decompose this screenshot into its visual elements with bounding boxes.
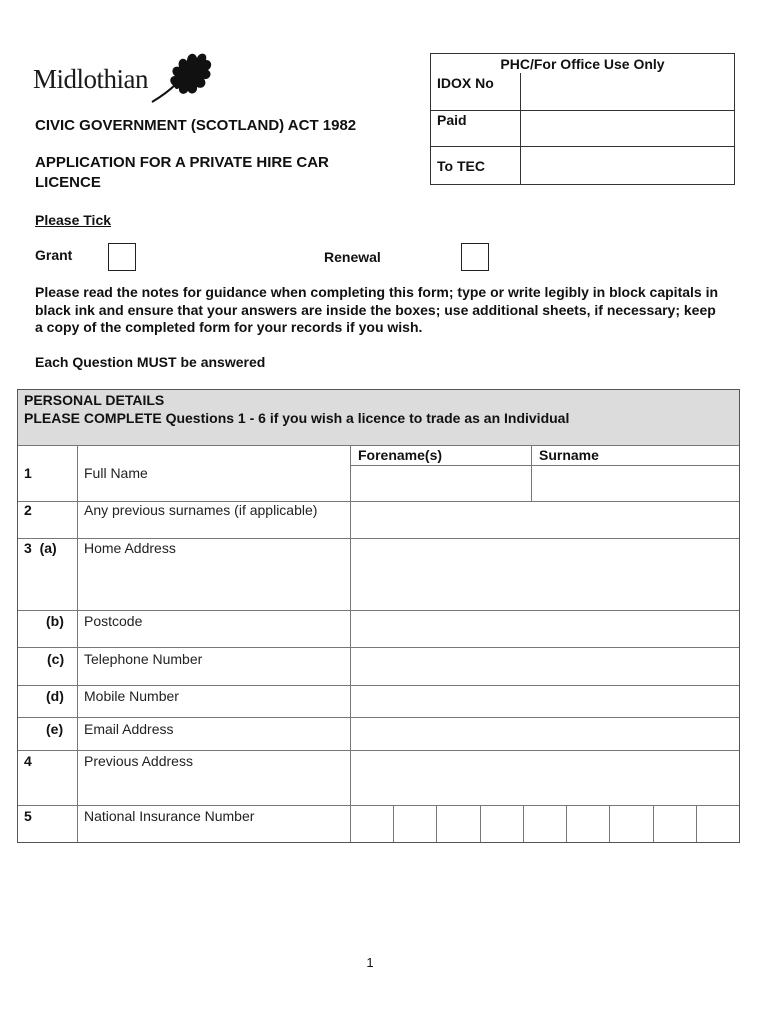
row-number: 5 bbox=[24, 808, 32, 824]
renewal-label: Renewal bbox=[324, 249, 381, 265]
row-number: (c) bbox=[47, 651, 65, 667]
postcode-input[interactable] bbox=[351, 611, 739, 647]
row-label-email: Email Address bbox=[84, 721, 174, 737]
application-title-line2: LICENCE bbox=[35, 174, 101, 191]
instructions-text: Please read the notes for guidance when completing this form; type or write legibly in block capitals in black ink and ensure that your answers are inside the boxes; use additional sheets, if necessary; keep a copy of the completed form for your records if you wish. bbox=[35, 284, 719, 335]
row-label-telephone: Telephone Number bbox=[84, 651, 203, 667]
office-idox-label: IDOX No bbox=[437, 75, 494, 91]
personal-details-title: PERSONAL DETAILS bbox=[24, 392, 165, 408]
act-title: CIVIC GOVERNMENT (SCOTLAND) ACT 1982 bbox=[35, 117, 357, 134]
grant-label: Grant bbox=[35, 247, 73, 263]
personal-details-subtitle: PLEASE COMPLETE Questions 1 - 6 if you wish a licence to trade as an Individual bbox=[24, 410, 570, 426]
surname-input[interactable] bbox=[532, 466, 739, 501]
renewal-checkbox[interactable] bbox=[461, 243, 489, 271]
row-number: 3 (a) bbox=[24, 540, 57, 556]
ni-number-input[interactable] bbox=[351, 806, 739, 842]
office-totec-label: To TEC bbox=[437, 158, 485, 174]
office-use-title: PHC/For Office Use Only bbox=[500, 56, 665, 72]
application-title-line1: APPLICATION FOR A PRIVATE HIRE CAR bbox=[35, 154, 329, 171]
oak-leaf-icon bbox=[148, 46, 214, 104]
row-number: 1 bbox=[24, 465, 32, 481]
telephone-input[interactable] bbox=[351, 648, 739, 685]
col-forename-header: Forename(s) bbox=[358, 447, 443, 463]
col-surname-header: Surname bbox=[539, 447, 599, 463]
row-label-ni-number: National Insurance Number bbox=[84, 808, 255, 824]
page-number: 1 bbox=[366, 955, 374, 970]
row-label-mobile: Mobile Number bbox=[84, 688, 179, 704]
row-number: (d) bbox=[46, 688, 64, 704]
previous-surnames-input[interactable] bbox=[351, 502, 739, 538]
row-number: 4 bbox=[24, 753, 32, 769]
forename-input[interactable] bbox=[351, 466, 531, 501]
previous-address-input[interactable] bbox=[351, 751, 739, 805]
office-paid-label: Paid bbox=[437, 112, 467, 128]
office-use-box bbox=[430, 53, 735, 185]
row-label-postcode: Postcode bbox=[84, 613, 143, 629]
home-address-input[interactable] bbox=[351, 539, 739, 610]
mobile-input[interactable] bbox=[351, 686, 739, 717]
personal-details-table bbox=[17, 389, 740, 843]
row-number: (b) bbox=[46, 613, 64, 629]
each-question-note: Each Question MUST be answered bbox=[35, 354, 266, 370]
row-number: (e) bbox=[46, 721, 64, 737]
row-number: 2 bbox=[24, 502, 32, 518]
row-label-previous-address: Previous Address bbox=[84, 753, 193, 769]
grant-checkbox[interactable] bbox=[108, 243, 136, 271]
logo-wordmark: Midlothian bbox=[33, 64, 148, 94]
row-label-home-address: Home Address bbox=[84, 540, 176, 556]
please-tick-label: Please Tick bbox=[35, 212, 112, 228]
row-label-previous-surnames: Any previous surnames (if applicable) bbox=[84, 502, 318, 518]
email-input[interactable] bbox=[351, 718, 739, 750]
row-label-full-name: Full Name bbox=[84, 465, 148, 481]
